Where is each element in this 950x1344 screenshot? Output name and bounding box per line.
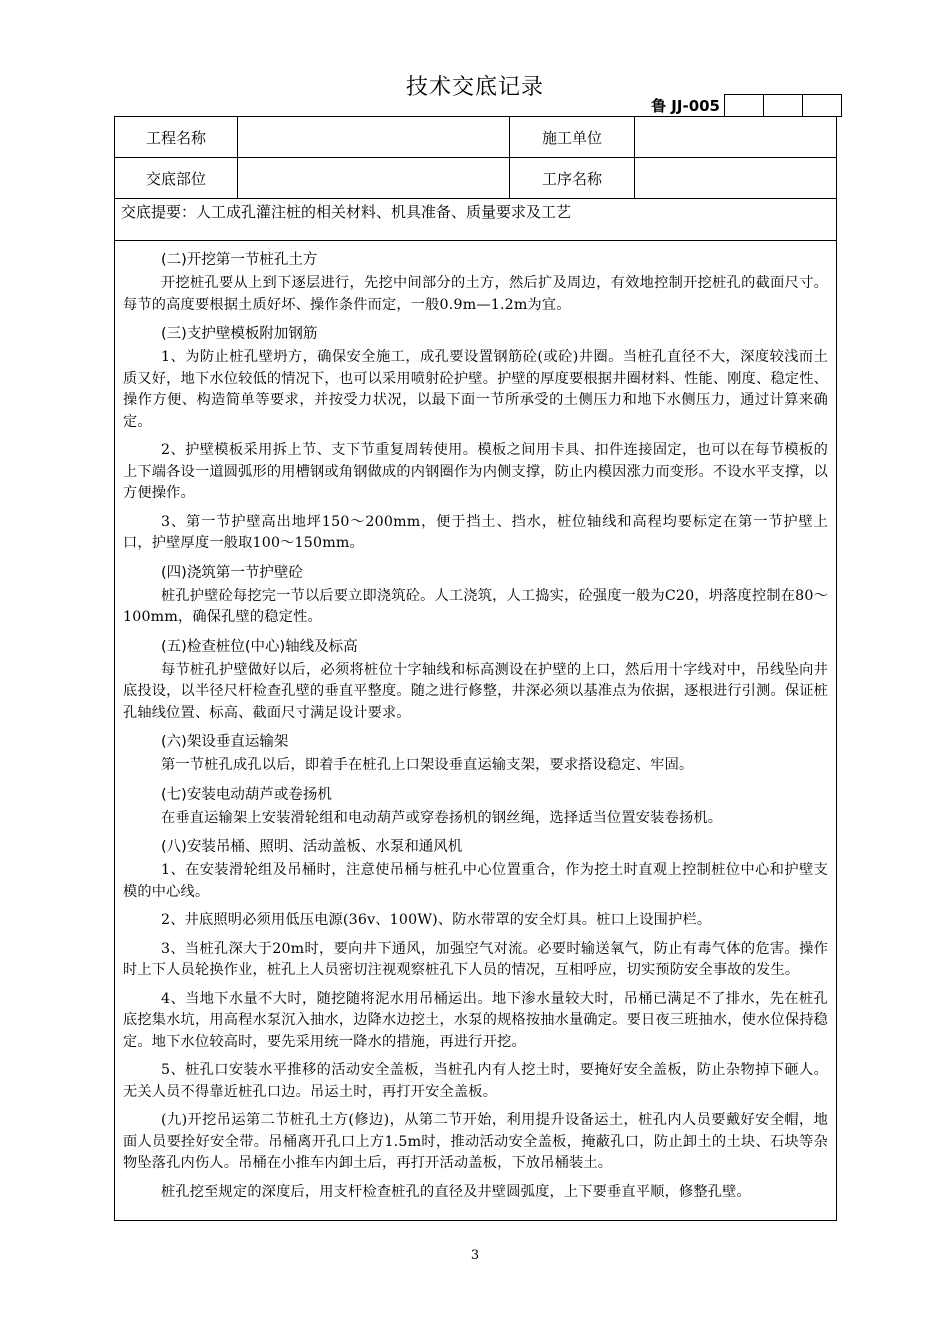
record-table bbox=[114, 116, 837, 1221]
section-heading: (八)安装吊桶、照明、活动盖板、水泵和通风机 bbox=[161, 839, 463, 855]
paragraph: 在垂直运输架上安装滑轮组和电动葫芦或穿卷扬机的钢丝绳，选择适当位置安装卷扬机。 bbox=[161, 809, 723, 826]
section-heading: (四)浇筑第一节护壁砼 bbox=[161, 564, 303, 581]
paragraph: 2、护壁模板采用拆上节、支下节重复周转使用。模板之间用卡具、扣件连接固定，也可以在每节模板的上下端各设一道圆弧形的用槽钢或角钢做成的内钢圈作为内侧支撑，防止内模因涨力而变形。不设水平支撑，以方便操作。 bbox=[123, 442, 828, 501]
paragraph: 4、当地下水量不大时，随挖随将泥水用吊桶运出。地下渗水量较大时，吊桶已满足不了排水，先在桩孔底挖集水坑，用高程水泵沉入抽水，边降水边挖土，水泵的规格按抽水量确定。要日夜三班抽水，使水位保持稳定。地下水位较高时，要先采用统一降水的措施，再进行开挖。 bbox=[123, 990, 828, 1050]
paragraph: 1、为防止桩孔壁坍方，确保安全施工，成孔要设置钢筋砼(或砼)井圈。当桩孔直径不大，深度较浅而土质又好，地下水位较低的情况下，也可以采用喷射砼护壁。护壁的厚度要根据井圈材料、性能、刚度、稳定性、操作方便、构造简单等要求，并按受力状况，以最下面一节所承受的土侧压力和地下水侧压力，通过计算来确定。 bbox=[123, 349, 828, 430]
paragraph: 3、当桩孔深大于20m时，要向井下通风，加强空气对流。必要时输送氧气，防止有毒气体的危害。操作时上下人员轮换作业，桩孔上人员密切注视观察桩孔下人员的情况，互相呼应，切实预防安全事故的发生。 bbox=[123, 940, 828, 978]
paragraph: 5、桩孔口安装水平推移的活动安全盖板，当桩孔内有人挖土时，要掩好安全盖板，防止杂物掉下砸人。无关人员不得靠近桩孔口边。吊运土时，再打开安全盖板。 bbox=[123, 1062, 828, 1100]
paragraph: 开挖桩孔要从上到下逐层进行，先挖中间部分的土方，然后扩及周边，有效地控制开挖桩孔的截面尺寸。每节的高度要根据土质好坏、操作条件而定，一般0.9m—1.2m为宜。 bbox=[123, 275, 828, 313]
page-number: 3 bbox=[470, 1248, 480, 1263]
paragraph: 第一节桩孔成孔以后，即着手在桩孔上口架设垂直运输支架，要求搭设稳定、牢固。 bbox=[161, 757, 694, 773]
section-heading: (三)支护壁模板附加钢筋 bbox=[161, 326, 318, 342]
code-box bbox=[724, 94, 763, 117]
code-box bbox=[802, 94, 842, 117]
handover-part-value bbox=[238, 158, 510, 198]
page-title: 技术交底记录 bbox=[405, 75, 544, 100]
paragraph: (九)开挖吊运第二节桩孔土方(修边)，从第二节开始，利用提升设备运土，桩孔内人员要戴好安全帽，地面人员要拴好安全带。吊桶离开孔口上方1.5m时，推动活动安全盖板，掩蔽孔口，防止卸土的土块、石块等杂物坠落孔内伤人。吊桶在小推车内卸土后，再打开活动盖板，下放吊桶装土。 bbox=[123, 1112, 828, 1171]
summary: 交底提要：人工成孔灌注桩的相关材料、机具准备、质量要求及工艺 bbox=[115, 199, 836, 241]
paragraph: 桩孔挖至规定的深度后，用支杆检查桩孔的直径及井壁圆弧度，上下要垂直平顺，修整孔壁。 bbox=[161, 1183, 751, 1200]
process-name-label: 工序名称 bbox=[510, 158, 635, 198]
project-name-value bbox=[238, 117, 510, 157]
paragraph: 桩孔护壁砼每挖完一节以后要立即浇筑砼。人工浇筑，人工捣实，砼强度一般为C20，坍落度控制在80～100mm，确保孔壁的稳定性。 bbox=[123, 587, 828, 625]
section-heading: (七)安装电动葫芦或卷扬机 bbox=[161, 786, 332, 803]
code-box bbox=[763, 94, 802, 117]
section-heading: (六)架设垂直运输架 bbox=[161, 734, 289, 750]
project-name-label: 工程名称 bbox=[115, 117, 238, 157]
paragraph: 3、第一节护壁高出地坪150～200mm，便于挡土、挡水，桩位轴线和高程均要标定在第一节护壁上口，护壁厚度一般取100～150mm。 bbox=[123, 513, 828, 551]
paragraph: 2、井底照明必须用低压电源(36v、100W)、防水带罩的安全灯具。桩口上设围护栏。 bbox=[161, 912, 712, 928]
form-code: 鲁 JJ-005 bbox=[651, 96, 720, 115]
section-heading: (二)开挖第一节桩孔土方 bbox=[161, 252, 318, 268]
header-row-2 bbox=[115, 158, 836, 199]
paragraph: 每节桩孔护壁做好以后，必须将桩位十字轴线和标高测设在护壁的上口，然后用十字线对中，吊线坠向井底投设，以半径尺杆检查孔壁的垂直平整度。随之进行修整，井深必须以基准点为依据，逐根进行引测。保证桩孔轴线位置、标高、截面尺寸满足设计要求。 bbox=[123, 661, 828, 721]
section-heading: (五)检查桩位(中心)轴线及标高 bbox=[161, 638, 358, 655]
process-name-value bbox=[635, 158, 836, 198]
paragraph: 1、在安装滑轮组及吊桶时，注意使吊桶与桩孔中心位置重合，作为挖土时直观上控制桩位中心和护壁支模的中心线。 bbox=[123, 862, 828, 900]
construction-unit-label: 施工单位 bbox=[510, 117, 635, 157]
content-body bbox=[115, 245, 836, 1210]
form-code-row bbox=[640, 94, 842, 116]
construction-unit-value bbox=[635, 117, 836, 157]
handover-part-label: 交底部位 bbox=[115, 158, 238, 198]
header-row-1 bbox=[115, 117, 836, 158]
